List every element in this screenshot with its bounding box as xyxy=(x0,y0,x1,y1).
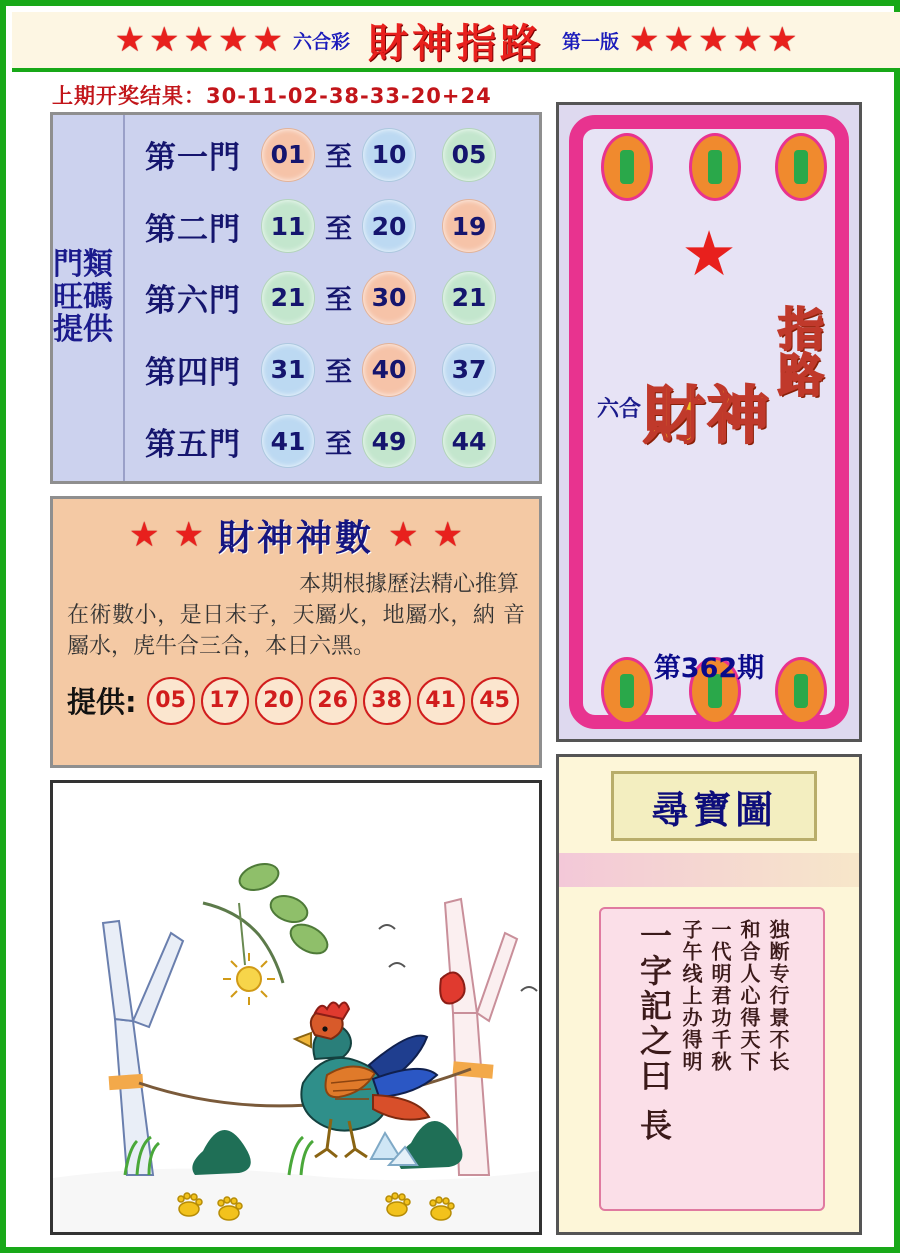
gate-name: 第四門 xyxy=(145,355,241,392)
sacred-title: 財神神數 xyxy=(217,517,374,559)
scroll-graphic xyxy=(599,907,825,1211)
star-icon: ★ xyxy=(173,515,204,555)
gate-sep: 至 xyxy=(325,285,352,317)
ornament-oval xyxy=(775,133,827,201)
gate-name: 第五門 xyxy=(145,426,241,463)
provide-number: 05 xyxy=(147,677,195,725)
gate-sep: 至 xyxy=(325,428,352,460)
scroll-column: 子午线上办得明 xyxy=(679,919,703,1073)
table-row xyxy=(125,195,539,257)
gate-ball-extra: 19 xyxy=(442,199,496,253)
decorative-band xyxy=(559,853,862,887)
provide-number: 45 xyxy=(471,677,519,725)
gate-ball-from: 21 xyxy=(261,271,315,325)
star-icon: ★ xyxy=(129,515,160,555)
header-stars-right xyxy=(629,20,798,60)
gate-ball-to: 49 xyxy=(362,414,416,468)
star-icon: ★ xyxy=(388,515,419,555)
provide-number: 26 xyxy=(309,677,357,725)
table-row xyxy=(125,267,539,329)
scroll-headline: 一字記之曰 長 xyxy=(635,919,673,1144)
gate-ball-extra: 05 xyxy=(442,128,496,182)
sacred-numbers-panel xyxy=(50,496,542,768)
table-row xyxy=(125,124,539,186)
star-icon: ★ xyxy=(218,20,249,60)
gate-ball-extra: 37 xyxy=(442,343,496,397)
gate-ball-from: 31 xyxy=(261,343,315,397)
sacred-provide-row xyxy=(67,677,539,725)
scroll-column: 独断专行景不长 xyxy=(766,919,790,1073)
gate-table xyxy=(50,112,542,484)
gate-ball-from: 11 xyxy=(261,199,315,253)
illustration-panel xyxy=(50,780,542,1235)
star-icon: ★ xyxy=(766,20,798,60)
poster-main-title: 財神 xyxy=(643,378,772,452)
sacred-line-2: 在術數小，是日末子，天屬火，地屬水，納 xyxy=(67,603,496,629)
gate-name: 第六門 xyxy=(145,283,241,320)
gate-name: 第二門 xyxy=(145,211,241,248)
gate-name: 第一門 xyxy=(145,140,241,177)
poster-liuhe-label: 六合 xyxy=(596,397,641,423)
treasure-title: 尋寶圖 xyxy=(611,771,817,841)
gate-table-side-label: 門類旺碼提供 xyxy=(53,115,125,481)
scroll-text xyxy=(611,919,813,1199)
sacred-body xyxy=(67,569,525,663)
star-icon: ★ xyxy=(663,20,694,60)
gate-ball-extra: 21 xyxy=(442,271,496,325)
provide-number: 38 xyxy=(363,677,411,725)
gate-ball-from: 41 xyxy=(261,414,315,468)
gate-sep: 至 xyxy=(325,213,352,245)
star-icon: ★ xyxy=(732,20,763,60)
header-stars-left xyxy=(114,20,283,60)
ornament-oval xyxy=(601,133,653,201)
ornament-oval xyxy=(689,133,741,201)
table-row xyxy=(125,410,539,472)
header-subtitle: 六合彩 xyxy=(292,30,350,53)
star-icon: ★ xyxy=(697,20,729,60)
gate-ball-to: 10 xyxy=(362,128,416,182)
provide-number: 17 xyxy=(201,677,249,725)
treasure-panel xyxy=(556,754,862,1235)
table-row xyxy=(125,339,539,401)
page-header xyxy=(12,12,900,72)
provide-number: 41 xyxy=(417,677,465,725)
gate-ball-to: 30 xyxy=(362,271,416,325)
page-title: 財神指路 xyxy=(368,20,544,67)
sacred-line-1: 本期根據歷法精心推算 xyxy=(298,572,519,597)
star-icon: ★ xyxy=(114,20,146,60)
last-draw-result: 上期开奖结果：30-11-02-38-33-20+24 xyxy=(52,84,492,108)
gate-ball-to: 40 xyxy=(362,343,416,397)
poster-panel xyxy=(556,102,862,742)
star-icon: ★ xyxy=(432,515,463,555)
sacred-line-3: 音屬水，虎牛合三合，本日六黑。 xyxy=(67,603,525,660)
star-icon: ★ xyxy=(629,20,660,60)
star-icon: ★ xyxy=(681,217,737,290)
star-icon: ★ xyxy=(183,20,215,60)
gate-ball-from: 01 xyxy=(261,128,315,182)
provide-number: 20 xyxy=(255,677,303,725)
gate-ball-to: 20 xyxy=(362,199,416,253)
scroll-column: 和合人心得天下 xyxy=(737,919,761,1073)
poster-sub-title: 指路 xyxy=(771,305,826,397)
scroll-column: 一代明君功千秋 xyxy=(708,919,732,1073)
provide-label: 提供: xyxy=(67,685,137,720)
poster-title xyxy=(559,295,859,525)
star-icon: ★ xyxy=(252,20,283,60)
rooster-illustration xyxy=(53,783,539,1232)
sacred-title-row xyxy=(53,507,539,563)
issue-number: 第362期 xyxy=(653,653,765,684)
header-edition: 第一版 xyxy=(562,30,620,53)
gate-ball-extra: 44 xyxy=(442,414,496,468)
gate-sep: 至 xyxy=(325,357,352,389)
star-icon: ★ xyxy=(149,20,180,60)
gate-sep: 至 xyxy=(325,142,352,174)
gate-table-rows xyxy=(125,115,539,481)
